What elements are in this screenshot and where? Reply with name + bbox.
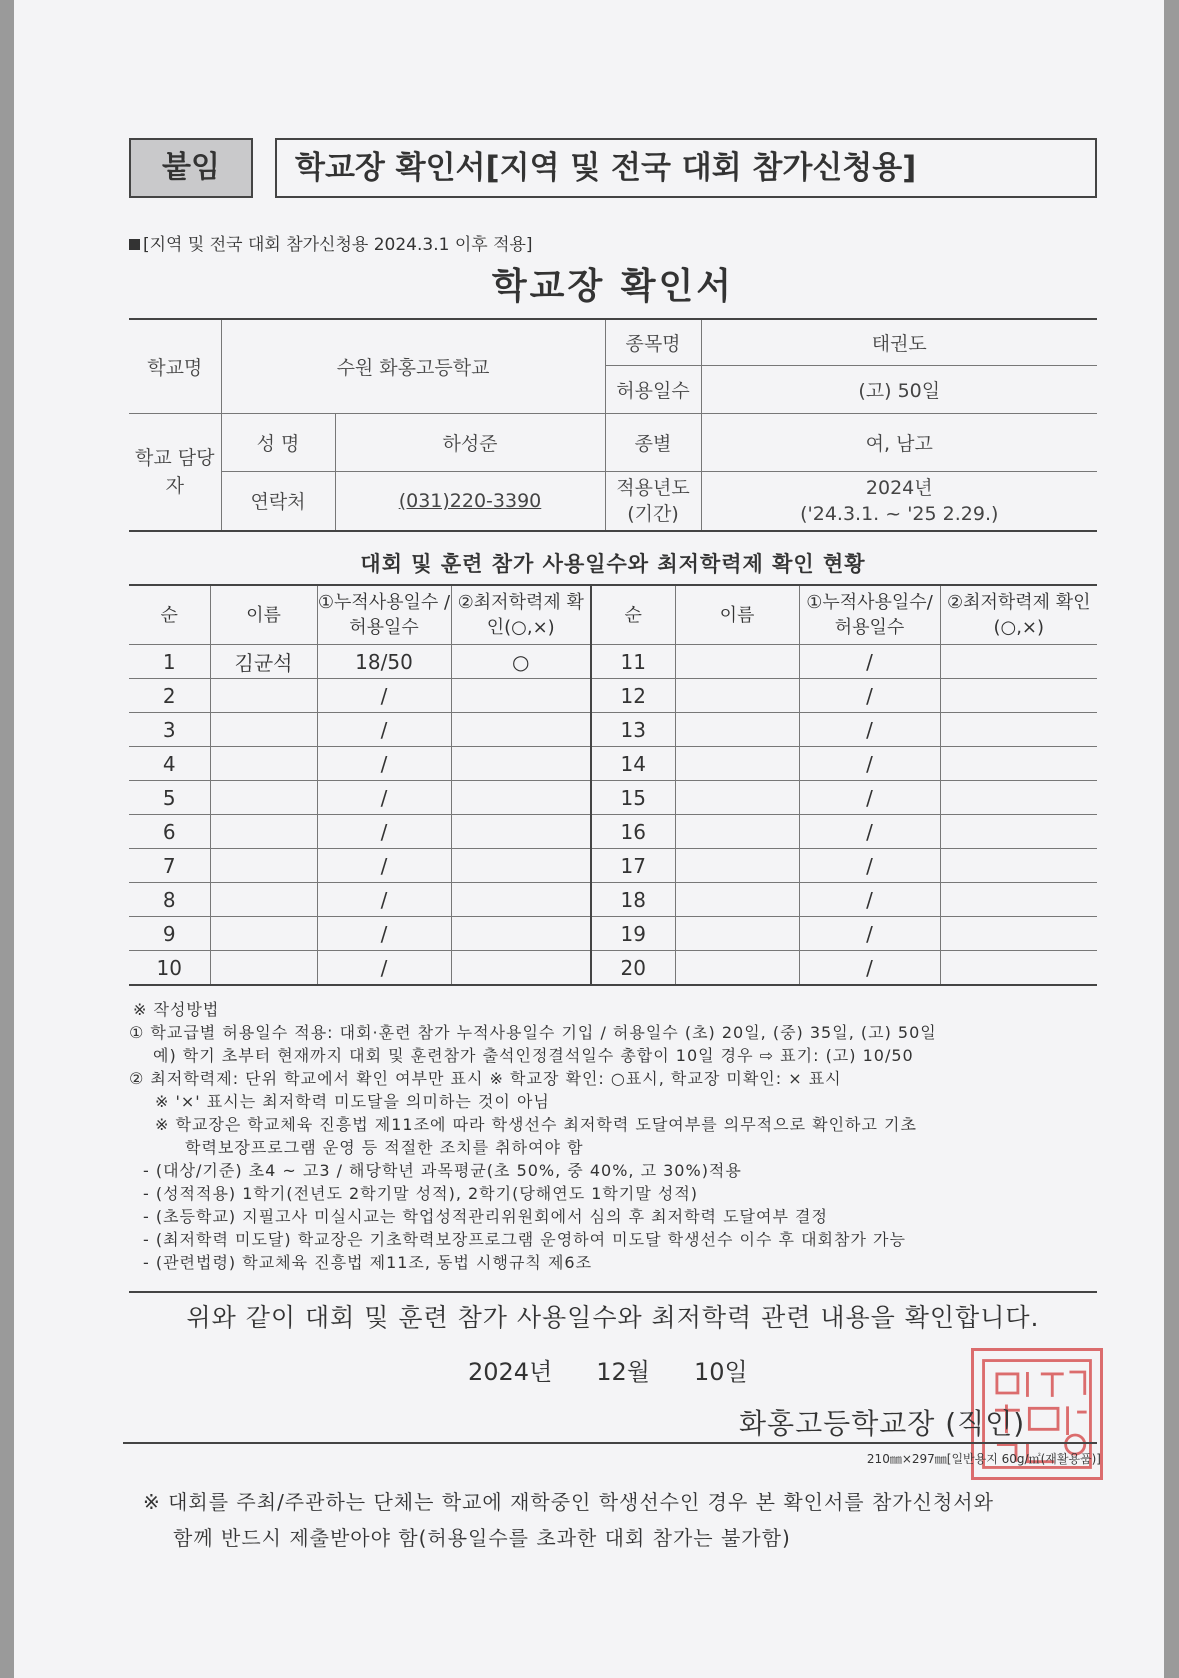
applies-note-text: [지역 및 전국 대회 참가신청용 2024.3.1 이후 적용]	[143, 235, 533, 255]
student-name	[210, 883, 317, 917]
used-days: /	[317, 713, 451, 747]
instructions-heading: ※ 작성방법	[133, 1000, 220, 1019]
table-row	[129, 747, 1097, 781]
header-academic: ②최저학력제 확인(○,×)	[451, 585, 591, 645]
note-line: - (관련법령) 학교체육 진흥법 제11조, 동법 시행규칙 제6조	[143, 1253, 593, 1272]
table-row	[129, 815, 1097, 849]
student-name	[210, 815, 317, 849]
note-line: ※ 학교장은 학교체육 진흥법 제11조에 따라 학생선수 최저학력 도달여부를 의무적으로 확인하고 기초	[155, 1115, 917, 1134]
principal-signature: 화홍고등학교장 (직인)	[739, 1407, 1026, 1440]
academic-check	[451, 713, 591, 747]
student-name	[675, 713, 799, 747]
academic-check	[940, 951, 1097, 986]
used-days: /	[799, 747, 940, 781]
student-name	[210, 849, 317, 883]
note-line: ① 학교급별 허용일수 적용: 대회·훈련 참가 누적사용일수 기입 / 허용일수 (초) 20일, (중) 35일, (고) 50일	[129, 1023, 937, 1042]
note-line: - (최저학력 미도달) 학교장은 기초학력보장프로그램 운영하여 미도달 학생선수 이수 후 대회참가 가능	[143, 1230, 906, 1249]
table-row	[129, 781, 1097, 815]
student-name	[210, 781, 317, 815]
row-no: 19	[591, 917, 675, 951]
used-days: /	[799, 951, 940, 986]
row-no: 17	[591, 849, 675, 883]
name-label: 성 명	[221, 413, 335, 471]
date-day: 10일	[694, 1358, 748, 1386]
row-no: 14	[591, 747, 675, 781]
header-days-right: ①누적사용일수/ 허용일수	[799, 585, 940, 645]
academic-check	[940, 781, 1097, 815]
used-days: /	[317, 917, 451, 951]
used-days: /	[317, 883, 451, 917]
table-row	[129, 713, 1097, 747]
attachment-label: 붙임	[129, 138, 253, 198]
contact-person-label: 학교 담당자	[129, 413, 221, 531]
table-row	[129, 849, 1097, 883]
table-row	[129, 951, 1097, 986]
sport-value: 태권도	[701, 319, 1097, 365]
footer-line-1: ※ 대회를 주최/주관하는 단체는 학교에 재학중인 학생선수인 경우 본 확인서를 참가신청서와	[143, 1490, 994, 1514]
phone-value: (031)220-3390	[398, 489, 542, 512]
academic-check: ○	[451, 645, 591, 679]
paper	[14, 0, 1164, 1678]
academic-check	[451, 883, 591, 917]
header-days: ①누적사용일수 /허용일수	[317, 585, 451, 645]
academic-check	[451, 781, 591, 815]
student-name	[675, 679, 799, 713]
academic-check	[940, 883, 1097, 917]
year-label: 적용년도 (기간)	[605, 471, 701, 531]
academic-check	[940, 747, 1097, 781]
table-row	[129, 917, 1097, 951]
usage-header-row	[129, 585, 1097, 645]
header-name-right: 이름	[675, 585, 799, 645]
academic-check	[451, 917, 591, 951]
student-name	[675, 747, 799, 781]
document-header	[129, 136, 1097, 200]
info-table	[129, 318, 1097, 532]
usage-title: 대회 및 훈련 참가 사용일수와 최저학력제 확인 현황	[360, 552, 866, 576]
phone-cell	[335, 471, 605, 531]
usage-table	[129, 584, 1097, 986]
divider	[129, 1291, 1097, 1293]
academic-check	[451, 679, 591, 713]
header-academic-right: ②최저학력제 확인(○,×)	[940, 585, 1097, 645]
row-no: 16	[591, 815, 675, 849]
note-line: 학력보장프로그램 운영 등 적절한 조치를 취하여야 함	[185, 1138, 584, 1157]
school-label: 학교명	[129, 319, 221, 413]
academic-check	[451, 815, 591, 849]
footer-line-2: 함께 반드시 제출받아야 함(허용일수를 초과한 대회 참가는 불가함)	[173, 1526, 791, 1550]
date-year: 2024년	[468, 1358, 553, 1386]
category-value: 여, 남고	[701, 413, 1097, 471]
student-name	[675, 849, 799, 883]
used-days: /	[317, 781, 451, 815]
academic-check	[940, 917, 1097, 951]
row-no: 9	[129, 917, 210, 951]
year-value: 2024년	[865, 476, 933, 499]
student-name	[210, 679, 317, 713]
issue-date	[468, 1352, 792, 1387]
student-name	[210, 917, 317, 951]
used-days: /	[317, 849, 451, 883]
student-name: 김균석	[210, 645, 317, 679]
student-name	[675, 645, 799, 679]
year-cell	[701, 471, 1097, 531]
category-label: 종별	[605, 413, 701, 471]
paper-spec: 210㎜×297㎜[일반용지 60g/㎡(재활용품)]	[866, 1452, 1101, 1466]
row-no: 3	[129, 713, 210, 747]
used-days: /	[317, 815, 451, 849]
divider	[123, 1442, 1097, 1444]
used-days: /	[317, 951, 451, 986]
footer-note	[143, 1484, 1083, 1556]
square-bullet-icon	[129, 239, 140, 250]
period-value: ('24.3.1. ~ '25 2.29.)	[800, 502, 999, 525]
used-days: /	[799, 713, 940, 747]
used-days: /	[799, 679, 940, 713]
document-title: 학교장 확인서[지역 및 전국 대회 참가신청용]	[275, 138, 1097, 198]
row-no: 5	[129, 781, 210, 815]
row-no: 18	[591, 883, 675, 917]
table-row	[129, 679, 1097, 713]
academic-check	[940, 645, 1097, 679]
row-no: 1	[129, 645, 210, 679]
row-no: 6	[129, 815, 210, 849]
used-days: /	[799, 883, 940, 917]
row-no: 11	[591, 645, 675, 679]
student-name	[675, 917, 799, 951]
header-no-right: 순	[591, 585, 675, 645]
confirmation-text: 위와 같이 대회 및 훈련 참가 사용일수와 최저학력 관련 내용을 확인합니다.	[186, 1303, 1040, 1332]
note-line: - (초등학교) 지필고사 미실시교는 학업성적관리위원회에서 심의 후 최저학력 도달여부 결정	[143, 1207, 828, 1226]
used-days: /	[317, 679, 451, 713]
note-line: ※ '×' 표시는 최저학력 미도달을 의미하는 것이 아님	[155, 1092, 550, 1111]
header-no: 순	[129, 585, 210, 645]
student-name	[675, 883, 799, 917]
student-name	[675, 815, 799, 849]
academic-check	[940, 849, 1097, 883]
student-name	[210, 951, 317, 986]
row-no: 20	[591, 951, 675, 986]
row-no: 4	[129, 747, 210, 781]
row-no: 12	[591, 679, 675, 713]
academic-check	[451, 747, 591, 781]
table-row	[129, 883, 1097, 917]
applies-note	[129, 230, 533, 255]
student-name	[675, 951, 799, 986]
used-days: /	[799, 815, 940, 849]
used-days: /	[317, 747, 451, 781]
used-days: /	[799, 917, 940, 951]
allowed-days-label: 허용일수	[605, 365, 701, 413]
note-line: ② 최저학력제: 단위 학교에서 확인 여부만 표시 ※ 학교장 확인: ○표시, 학교장 미확인: × 표시	[129, 1069, 842, 1088]
name-value: 하성준	[335, 413, 605, 471]
allowed-days-value: (고) 50일	[701, 365, 1097, 413]
date-month: 12월	[596, 1358, 650, 1386]
used-days: 18/50	[317, 645, 451, 679]
academic-check	[940, 679, 1097, 713]
student-name	[210, 747, 317, 781]
school-value: 수원 화홍고등학교	[221, 319, 605, 413]
note-line: - (대상/기준) 초4 ~ 고3 / 해당학년 과목평균(초 50%, 중 40%, 고 30%)적용	[143, 1161, 742, 1180]
note-line: 예) 학기 초부터 현재까지 대회 및 훈련참가 출석인정결석일수 총합이 10일 경우 ⇨ 표기: (고) 10/50	[153, 1046, 914, 1065]
student-name	[210, 713, 317, 747]
phone-label: 연락처	[221, 471, 335, 531]
table-row	[129, 645, 1097, 679]
row-no: 2	[129, 679, 210, 713]
header-name: 이름	[210, 585, 317, 645]
row-no: 10	[129, 951, 210, 986]
row-no: 13	[591, 713, 675, 747]
used-days: /	[799, 781, 940, 815]
row-no: 8	[129, 883, 210, 917]
sport-label: 종목명	[605, 319, 701, 365]
note-line: - (성적적용) 1학기(전년도 2학기말 성적), 2학기(당해연도 1학기말 성적)	[143, 1184, 699, 1203]
main-title: 학교장 확인서	[491, 266, 735, 307]
instructions	[129, 998, 1097, 1274]
used-days: /	[799, 849, 940, 883]
student-name	[675, 781, 799, 815]
academic-check	[940, 713, 1097, 747]
row-no: 15	[591, 781, 675, 815]
academic-check	[451, 951, 591, 986]
used-days: /	[799, 645, 940, 679]
usage-body	[129, 645, 1097, 986]
academic-check	[940, 815, 1097, 849]
row-no: 7	[129, 849, 210, 883]
academic-check	[451, 849, 591, 883]
